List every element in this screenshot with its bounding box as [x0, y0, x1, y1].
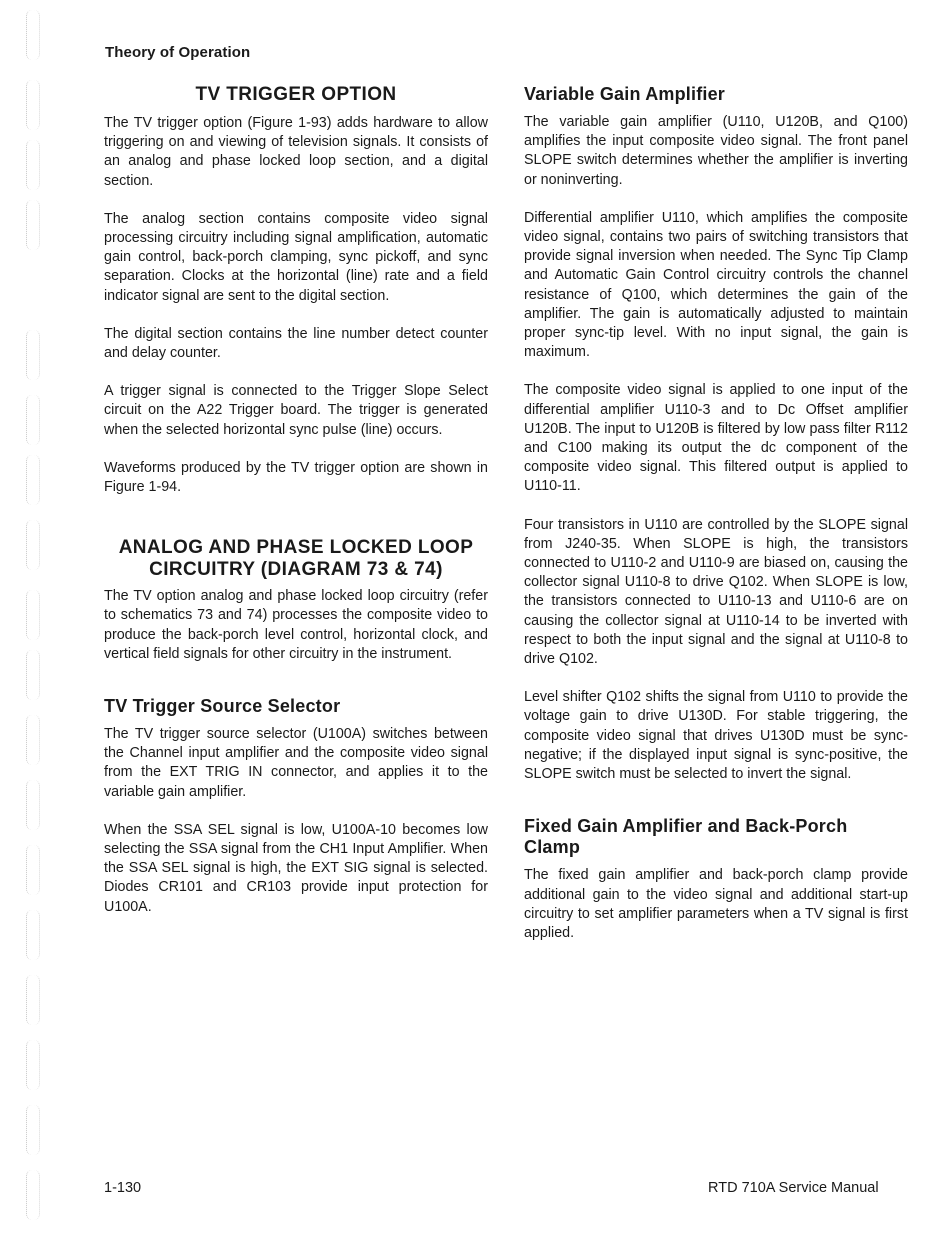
binding-hole [26, 780, 40, 830]
paragraph: Differential amplifier U110, which amplifies the composite video signal, contains two pairs of switching transistors that provide signal inversion when needed. The Sync Tip Clamp and Automatic Gain Control circuitry controls the channel resistance of Q100, which determines the gain of the amplifier. The gain is automatically adjusted to maintain proper sync-tip level. With no input signal, the gain is maximum. [524, 209, 908, 361]
binding-hole [26, 330, 40, 380]
heading-line: ANALOG AND PHASE LOCKED LOOP [118, 537, 474, 559]
paragraph: Waveforms produced by the TV trigger option are shown in Figure 1-94. [104, 459, 488, 496]
section-heading-analog-pll [104, 537, 488, 581]
paragraph: The TV option analog and phase locked loop circuitry (refer to schematics 73 and 74) processes the composite video to produce the back-porch level control, horizontal clock, and vertical field signals for other circuitry in the instrument. [104, 588, 488, 662]
binding-hole [26, 845, 40, 895]
paragraph: Four transistors in U110 are controlled by the SLOPE signal from J240-35. When SLOPE is high, the transistors connected to U110-2 and U110-9 are biased on, causing the collector signal U110-8 to drive Q102. When SLOPE is low, the transistors connected to U110-13 and U110-6 are on causing the collector signal at U110-14 to be inverted with respect to both the input signal and the signal at U110-8 to drive Q102. [524, 516, 908, 668]
binding-hole [26, 715, 40, 765]
binding-hole [26, 1170, 40, 1220]
binding-hole [26, 910, 40, 960]
binding-hole [26, 395, 40, 445]
heading-line: CIRCUITRY (DIAGRAM 73 & 74) [149, 559, 443, 581]
binding-margin [22, 0, 46, 1237]
paragraph: The composite video signal is applied to one input of the differential amplifier U110-3 and to Dc Offset amplifier U120B. The input to U120B is filtered by low pass filter R112 and C100 making its output the dc component of the composite video signal. This filtered output is applied to U110-11. [524, 382, 908, 495]
paragraph: A trigger signal is connected to the Trigger Slope Select circuit on the A22 Trigger board. The trigger is generated when the selected horizontal sync pulse (line) occurs. [104, 383, 488, 438]
paragraph: The digital section contains the line number detect counter and delay counter. [104, 325, 488, 362]
binding-hole [26, 1105, 40, 1155]
paragraph: The fixed gain amplifier and back-porch clamp provide additional gain to the video signal and additional start-up circuitry to set amplifier parameters when a TV signal is first applied. [524, 867, 908, 941]
binding-hole [26, 455, 40, 505]
paragraph: Level shifter Q102 shifts the signal from U110 to provide the voltage gain to drive U130D. For stable triggering, the composite video signal that drives U130D must be sync-negative; if the displayed input signal is sync-positive, the SLOPE switch must be selected to invert the signal. [524, 689, 908, 783]
paragraph: The analog section contains composite video signal processing circuitry including signal amplification, automatic gain control, back-porch clamping, sync pickoff, and sync separation. Clocks at the horizontal (line) rate and a field indicator signal are sent to the digital section. [104, 210, 488, 304]
binding-hole [26, 80, 40, 130]
running-head: Theory of Operation [105, 44, 251, 61]
page-number: 1-130 [104, 1180, 142, 1196]
paragraph: The TV trigger source selector (U100A) switches between the Channel input amplifier and the composite video signal from the EXT TRIG IN connector, and applies it to the variable gain amplifier. [104, 726, 488, 800]
paragraph: The variable gain amplifier (U110, U120B, and Q100) amplifies the input composite video signal. The front panel SLOPE switch determines whether the amplifier is inverting or noninverting. [524, 114, 908, 188]
paragraph: The TV trigger option (Figure 1-93) adds hardware to allow triggering on and viewing of television signals. It consists of an analog and phase locked loop section, and a digital section. [104, 115, 488, 189]
binding-hole [26, 200, 40, 250]
manual-title: RTD 710A Service Manual [708, 1180, 879, 1196]
binding-hole [26, 650, 40, 700]
section-heading-variable-gain-amplifier: Variable Gain Amplifier [524, 84, 726, 104]
binding-hole [26, 975, 40, 1025]
paragraph: When the SSA SEL signal is low, U100A-10 becomes low selecting the SSA signal from the CH1 Input Amplifier. When the SSA SEL signal is high, the EXT SIG signal is selected. Diodes CR101 and CR103 provide input protection for U100A. [104, 821, 488, 915]
binding-hole [26, 10, 40, 60]
binding-hole [26, 1040, 40, 1090]
right-column [524, 84, 908, 943]
left-column [104, 84, 488, 917]
binding-hole [26, 140, 40, 190]
section-heading-fixed-gain-amplifier: Fixed Gain Amplifier and Back-Porch Clamp [524, 816, 848, 858]
binding-hole [26, 590, 40, 640]
section-heading-tv-trigger-option: TV TRIGGER OPTION [195, 84, 397, 105]
section-heading-tv-trigger-source-selector: TV Trigger Source Selector [104, 696, 341, 717]
binding-hole [26, 520, 40, 570]
